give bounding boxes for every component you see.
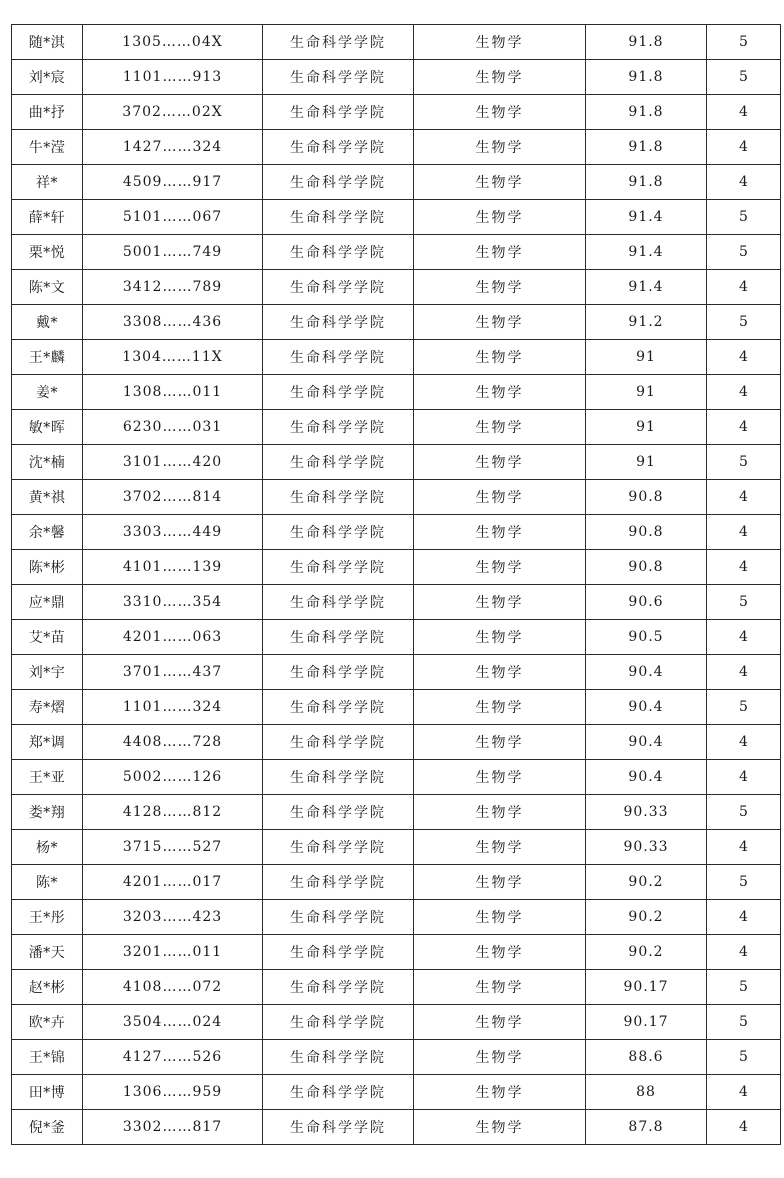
id-number-cell: 3310……354 bbox=[83, 585, 263, 620]
major-cell: 生物学 bbox=[414, 235, 586, 270]
college-cell: 生命科学学院 bbox=[263, 1040, 414, 1075]
score-cell: 90.4 bbox=[586, 725, 707, 760]
score-cell: 90.2 bbox=[586, 865, 707, 900]
score-cell: 91 bbox=[586, 340, 707, 375]
score-cell: 90.33 bbox=[586, 795, 707, 830]
id-number-cell: 3201……011 bbox=[83, 935, 263, 970]
student-name-cell: 祥* bbox=[12, 165, 83, 200]
student-name-cell: 寿*熠 bbox=[12, 690, 83, 725]
table-row bbox=[12, 515, 781, 550]
id-number-cell: 1427……324 bbox=[83, 130, 263, 165]
score-cell: 90.17 bbox=[586, 970, 707, 1005]
count-cell: 5 bbox=[707, 970, 781, 1005]
college-cell: 生命科学学院 bbox=[263, 305, 414, 340]
score-cell: 91.4 bbox=[586, 200, 707, 235]
major-cell: 生物学 bbox=[414, 795, 586, 830]
score-cell: 87.8 bbox=[586, 1110, 707, 1145]
college-cell: 生命科学学院 bbox=[263, 340, 414, 375]
college-cell: 生命科学学院 bbox=[263, 725, 414, 760]
count-cell: 5 bbox=[707, 235, 781, 270]
major-cell: 生物学 bbox=[414, 585, 586, 620]
id-number-cell: 4127……526 bbox=[83, 1040, 263, 1075]
count-cell: 4 bbox=[707, 900, 781, 935]
college-cell: 生命科学学院 bbox=[263, 235, 414, 270]
college-cell: 生命科学学院 bbox=[263, 130, 414, 165]
student-name-cell: 王*麟 bbox=[12, 340, 83, 375]
college-cell: 生命科学学院 bbox=[263, 165, 414, 200]
student-name-cell: 杨* bbox=[12, 830, 83, 865]
college-cell: 生命科学学院 bbox=[263, 585, 414, 620]
table-row bbox=[12, 1005, 781, 1040]
major-cell: 生物学 bbox=[414, 165, 586, 200]
college-cell: 生命科学学院 bbox=[263, 445, 414, 480]
score-cell: 91.8 bbox=[586, 25, 707, 60]
college-cell: 生命科学学院 bbox=[263, 900, 414, 935]
major-cell: 生物学 bbox=[414, 865, 586, 900]
score-cell: 90.17 bbox=[586, 1005, 707, 1040]
student-name-cell: 赵*彬 bbox=[12, 970, 83, 1005]
student-name-cell: 郑*调 bbox=[12, 725, 83, 760]
table-row bbox=[12, 760, 781, 795]
college-cell: 生命科学学院 bbox=[263, 1075, 414, 1110]
id-number-cell: 1308……011 bbox=[83, 375, 263, 410]
table-row bbox=[12, 935, 781, 970]
score-cell: 91.8 bbox=[586, 95, 707, 130]
college-cell: 生命科学学院 bbox=[263, 1110, 414, 1145]
student-name-cell: 田*博 bbox=[12, 1075, 83, 1110]
student-name-cell: 戴* bbox=[12, 305, 83, 340]
score-cell: 91.2 bbox=[586, 305, 707, 340]
score-cell: 88.6 bbox=[586, 1040, 707, 1075]
id-number-cell: 3701……437 bbox=[83, 655, 263, 690]
score-cell: 90.8 bbox=[586, 480, 707, 515]
major-cell: 生物学 bbox=[414, 620, 586, 655]
count-cell: 4 bbox=[707, 515, 781, 550]
student-name-cell: 姜* bbox=[12, 375, 83, 410]
id-number-cell: 3715……527 bbox=[83, 830, 263, 865]
id-number-cell: 6230……031 bbox=[83, 410, 263, 445]
college-cell: 生命科学学院 bbox=[263, 970, 414, 1005]
major-cell: 生物学 bbox=[414, 60, 586, 95]
score-cell: 91 bbox=[586, 410, 707, 445]
student-name-cell: 倪*釜 bbox=[12, 1110, 83, 1145]
count-cell: 4 bbox=[707, 95, 781, 130]
count-cell: 5 bbox=[707, 865, 781, 900]
count-cell: 4 bbox=[707, 830, 781, 865]
major-cell: 生物学 bbox=[414, 1075, 586, 1110]
major-cell: 生物学 bbox=[414, 1040, 586, 1075]
table-row bbox=[12, 585, 781, 620]
college-cell: 生命科学学院 bbox=[263, 480, 414, 515]
major-cell: 生物学 bbox=[414, 515, 586, 550]
score-cell: 91.4 bbox=[586, 270, 707, 305]
major-cell: 生物学 bbox=[414, 130, 586, 165]
major-cell: 生物学 bbox=[414, 480, 586, 515]
student-name-cell: 应*鼎 bbox=[12, 585, 83, 620]
major-cell: 生物学 bbox=[414, 935, 586, 970]
count-cell: 4 bbox=[707, 725, 781, 760]
table-row bbox=[12, 690, 781, 725]
major-cell: 生物学 bbox=[414, 410, 586, 445]
table-row bbox=[12, 655, 781, 690]
id-number-cell: 1304……11X bbox=[83, 340, 263, 375]
major-cell: 生物学 bbox=[414, 200, 586, 235]
major-cell: 生物学 bbox=[414, 655, 586, 690]
count-cell: 4 bbox=[707, 480, 781, 515]
table-row bbox=[12, 900, 781, 935]
id-number-cell: 1305……04X bbox=[83, 25, 263, 60]
table-row bbox=[12, 865, 781, 900]
id-number-cell: 5002……126 bbox=[83, 760, 263, 795]
id-number-cell: 3101……420 bbox=[83, 445, 263, 480]
id-number-cell: 1101……324 bbox=[83, 690, 263, 725]
table-row bbox=[12, 445, 781, 480]
student-name-cell: 随*淇 bbox=[12, 25, 83, 60]
score-cell: 90.4 bbox=[586, 760, 707, 795]
major-cell: 生物学 bbox=[414, 690, 586, 725]
college-cell: 生命科学学院 bbox=[263, 25, 414, 60]
major-cell: 生物学 bbox=[414, 445, 586, 480]
id-number-cell: 4128……812 bbox=[83, 795, 263, 830]
score-cell: 91.8 bbox=[586, 165, 707, 200]
table-row bbox=[12, 1075, 781, 1110]
student-name-cell: 陈*文 bbox=[12, 270, 83, 305]
major-cell: 生物学 bbox=[414, 830, 586, 865]
student-name-cell: 王*彤 bbox=[12, 900, 83, 935]
count-cell: 4 bbox=[707, 375, 781, 410]
score-cell: 90.6 bbox=[586, 585, 707, 620]
college-cell: 生命科学学院 bbox=[263, 1005, 414, 1040]
student-name-cell: 曲*抒 bbox=[12, 95, 83, 130]
college-cell: 生命科学学院 bbox=[263, 95, 414, 130]
table-row bbox=[12, 305, 781, 340]
table-row bbox=[12, 620, 781, 655]
table-row bbox=[12, 375, 781, 410]
score-cell: 90.4 bbox=[586, 655, 707, 690]
college-cell: 生命科学学院 bbox=[263, 690, 414, 725]
student-name-cell: 刘*宇 bbox=[12, 655, 83, 690]
college-cell: 生命科学学院 bbox=[263, 620, 414, 655]
count-cell: 4 bbox=[707, 270, 781, 305]
table-row bbox=[12, 270, 781, 305]
id-number-cell: 4201……063 bbox=[83, 620, 263, 655]
count-cell: 4 bbox=[707, 620, 781, 655]
table-row bbox=[12, 970, 781, 1005]
count-cell: 4 bbox=[707, 165, 781, 200]
student-list-table bbox=[11, 24, 781, 1145]
page-top-margin bbox=[0, 0, 784, 18]
count-cell: 5 bbox=[707, 305, 781, 340]
student-name-cell: 薛*轩 bbox=[12, 200, 83, 235]
count-cell: 5 bbox=[707, 25, 781, 60]
table-row bbox=[12, 95, 781, 130]
major-cell: 生物学 bbox=[414, 970, 586, 1005]
id-number-cell: 5101……067 bbox=[83, 200, 263, 235]
student-name-cell: 刘*宸 bbox=[12, 60, 83, 95]
college-cell: 生命科学学院 bbox=[263, 830, 414, 865]
id-number-cell: 1306……959 bbox=[83, 1075, 263, 1110]
major-cell: 生物学 bbox=[414, 1110, 586, 1145]
college-cell: 生命科学学院 bbox=[263, 935, 414, 970]
student-name-cell: 沈*楠 bbox=[12, 445, 83, 480]
table-row bbox=[12, 1110, 781, 1145]
table-row bbox=[12, 1040, 781, 1075]
score-cell: 90.4 bbox=[586, 690, 707, 725]
id-number-cell: 4108……072 bbox=[83, 970, 263, 1005]
score-cell: 91.4 bbox=[586, 235, 707, 270]
college-cell: 生命科学学院 bbox=[263, 270, 414, 305]
score-cell: 90.5 bbox=[586, 620, 707, 655]
score-cell: 90.8 bbox=[586, 515, 707, 550]
score-cell: 88 bbox=[586, 1075, 707, 1110]
count-cell: 5 bbox=[707, 585, 781, 620]
major-cell: 生物学 bbox=[414, 725, 586, 760]
id-number-cell: 3308……436 bbox=[83, 305, 263, 340]
score-cell: 91.8 bbox=[586, 130, 707, 165]
id-number-cell: 3203……423 bbox=[83, 900, 263, 935]
id-number-cell: 5001……749 bbox=[83, 235, 263, 270]
student-name-cell: 陈* bbox=[12, 865, 83, 900]
id-number-cell: 1101……913 bbox=[83, 60, 263, 95]
college-cell: 生命科学学院 bbox=[263, 375, 414, 410]
score-cell: 90.8 bbox=[586, 550, 707, 585]
college-cell: 生命科学学院 bbox=[263, 795, 414, 830]
id-number-cell: 4201……017 bbox=[83, 865, 263, 900]
id-number-cell: 3412……789 bbox=[83, 270, 263, 305]
table-row bbox=[12, 795, 781, 830]
table-row bbox=[12, 340, 781, 375]
student-name-cell: 娄*翔 bbox=[12, 795, 83, 830]
id-number-cell: 3702……814 bbox=[83, 480, 263, 515]
score-cell: 90.33 bbox=[586, 830, 707, 865]
id-number-cell: 4408……728 bbox=[83, 725, 263, 760]
major-cell: 生物学 bbox=[414, 375, 586, 410]
score-cell: 91 bbox=[586, 445, 707, 480]
major-cell: 生物学 bbox=[414, 550, 586, 585]
count-cell: 4 bbox=[707, 550, 781, 585]
count-cell: 5 bbox=[707, 1005, 781, 1040]
table-row bbox=[12, 830, 781, 865]
table-row bbox=[12, 25, 781, 60]
college-cell: 生命科学学院 bbox=[263, 760, 414, 795]
student-name-cell: 陈*彬 bbox=[12, 550, 83, 585]
table-row bbox=[12, 550, 781, 585]
table-body bbox=[12, 25, 781, 1145]
count-cell: 4 bbox=[707, 1110, 781, 1145]
student-name-cell: 牛*滢 bbox=[12, 130, 83, 165]
major-cell: 生物学 bbox=[414, 900, 586, 935]
count-cell: 5 bbox=[707, 690, 781, 725]
table-row bbox=[12, 130, 781, 165]
student-name-cell: 艾*苗 bbox=[12, 620, 83, 655]
major-cell: 生物学 bbox=[414, 95, 586, 130]
score-cell: 90.2 bbox=[586, 900, 707, 935]
table-row bbox=[12, 200, 781, 235]
major-cell: 生物学 bbox=[414, 1005, 586, 1040]
id-number-cell: 4509……917 bbox=[83, 165, 263, 200]
major-cell: 生物学 bbox=[414, 760, 586, 795]
id-number-cell: 3504……024 bbox=[83, 1005, 263, 1040]
table-row bbox=[12, 165, 781, 200]
college-cell: 生命科学学院 bbox=[263, 410, 414, 445]
count-cell: 4 bbox=[707, 340, 781, 375]
count-cell: 5 bbox=[707, 60, 781, 95]
student-name-cell: 欧*卉 bbox=[12, 1005, 83, 1040]
score-cell: 90.2 bbox=[586, 935, 707, 970]
table-row bbox=[12, 410, 781, 445]
college-cell: 生命科学学院 bbox=[263, 655, 414, 690]
count-cell: 4 bbox=[707, 760, 781, 795]
id-number-cell: 4101……139 bbox=[83, 550, 263, 585]
major-cell: 生物学 bbox=[414, 25, 586, 60]
count-cell: 5 bbox=[707, 1040, 781, 1075]
count-cell: 5 bbox=[707, 445, 781, 480]
count-cell: 5 bbox=[707, 200, 781, 235]
count-cell: 4 bbox=[707, 655, 781, 690]
student-name-cell: 潘*天 bbox=[12, 935, 83, 970]
count-cell: 4 bbox=[707, 935, 781, 970]
score-cell: 91.8 bbox=[586, 60, 707, 95]
score-cell: 91 bbox=[586, 375, 707, 410]
table-row bbox=[12, 725, 781, 760]
student-name-cell: 王*亚 bbox=[12, 760, 83, 795]
college-cell: 生命科学学院 bbox=[263, 60, 414, 95]
student-name-cell: 栗*悦 bbox=[12, 235, 83, 270]
id-number-cell: 3702……02X bbox=[83, 95, 263, 130]
id-number-cell: 3302……817 bbox=[83, 1110, 263, 1145]
college-cell: 生命科学学院 bbox=[263, 200, 414, 235]
student-name-cell: 王*锦 bbox=[12, 1040, 83, 1075]
table-row bbox=[12, 235, 781, 270]
major-cell: 生物学 bbox=[414, 340, 586, 375]
count-cell: 4 bbox=[707, 130, 781, 165]
student-name-cell: 余*馨 bbox=[12, 515, 83, 550]
count-cell: 4 bbox=[707, 410, 781, 445]
table-row bbox=[12, 480, 781, 515]
student-name-cell: 敏*晖 bbox=[12, 410, 83, 445]
student-name-cell: 黄*祺 bbox=[12, 480, 83, 515]
college-cell: 生命科学学院 bbox=[263, 515, 414, 550]
major-cell: 生物学 bbox=[414, 270, 586, 305]
college-cell: 生命科学学院 bbox=[263, 865, 414, 900]
count-cell: 4 bbox=[707, 1075, 781, 1110]
college-cell: 生命科学学院 bbox=[263, 550, 414, 585]
major-cell: 生物学 bbox=[414, 305, 586, 340]
table-row bbox=[12, 60, 781, 95]
count-cell: 5 bbox=[707, 795, 781, 830]
id-number-cell: 3303……449 bbox=[83, 515, 263, 550]
